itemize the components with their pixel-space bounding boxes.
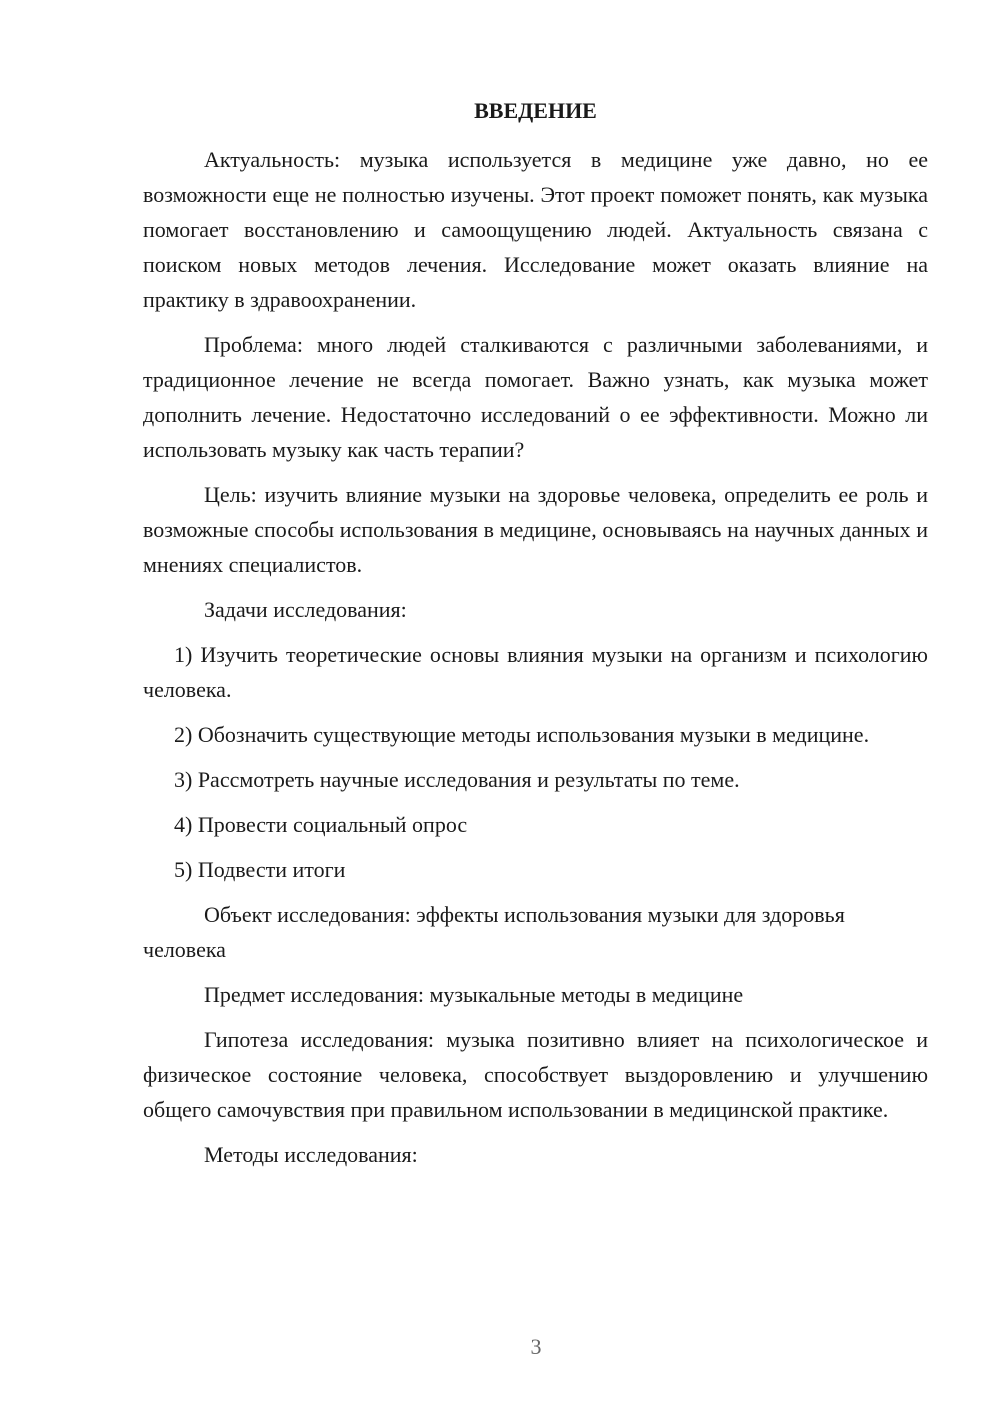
list-item: 5) Подвести итоги [174, 857, 346, 882]
tasks-title: Задачи исследования: [204, 597, 407, 622]
hypothesis-paragraph: Гипотеза исследования: музыка позитивно влияет на психологическое и физическое состояние человека, способствует выздоровлению и улучшению общего самочувствия при правильном использовании в медицинской практике. [143, 1027, 928, 1122]
tasks-list [143, 637, 928, 887]
relevance-paragraph: Актуальность: музыка используется в медицине уже давно, но ее возможности еще не полностью изучены. Этот проект поможет понять, как музыка помогает восстановлению и самоощущению людей. Актуальность связана с поиском новых методов лечения. Исследование может оказать влияние на практику в здравоохранении. [143, 147, 928, 312]
page-number: 3 [530, 1334, 542, 1359]
page-title: ВВЕДЕНИЕ [474, 98, 597, 123]
subject-paragraph: Предмет исследования: музыкальные методы в медицине [204, 982, 744, 1007]
list-item: 2) Обозначить существующие методы использования музыки в медицине. [174, 722, 870, 747]
goal-paragraph: Цель: изучить влияние музыки на здоровье человека, определить ее роль и возможные способы использования в медицине, основываясь на научных данных и мнениях специалистов. [143, 482, 928, 577]
problem-paragraph: Проблема: много людей сталкиваются с различными заболеваниями, и традиционное лечение не всегда помогает. Важно узнать, как музыка может дополнить лечение. Недостаточно исследований о ее эффективности. Можно ли использовать музыку как часть терапии? [143, 332, 928, 462]
object-paragraph: Объект исследования: эффекты использования музыки для здоровья человека [143, 902, 845, 962]
document-body [143, 142, 928, 1182]
list-item: 4) Провести социальный опрос [174, 812, 468, 837]
list-item: 3) Рассмотреть научные исследования и результаты по теме. [174, 767, 740, 792]
list-item: 1) Изучить теоретические основы влияния музыки на организм и психологию человека. [143, 642, 928, 702]
methods-title: Методы исследования: [204, 1142, 418, 1167]
